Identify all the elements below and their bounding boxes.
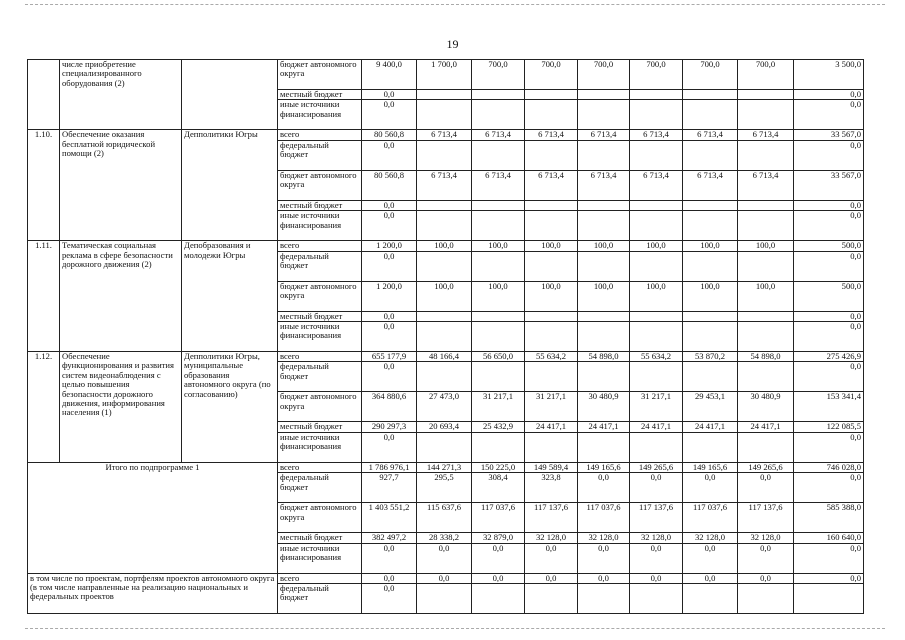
- cell-value: 48 166,4: [417, 352, 472, 362]
- cell-value: 0,0: [738, 573, 794, 583]
- cell-value: 32 128,0: [683, 533, 738, 543]
- cell-period-total: 585 388,0: [794, 503, 864, 533]
- item-number: 1.10.: [28, 130, 60, 241]
- cell-value: [417, 90, 472, 100]
- cell-value: 0,0: [472, 543, 525, 573]
- scan-bottom-edge: [25, 628, 885, 629]
- cell-value: 0,0: [362, 251, 417, 281]
- cell-value: 55 634,2: [525, 352, 578, 362]
- cell-value: 100,0: [525, 241, 578, 251]
- cell-period-total: 500,0: [794, 241, 864, 251]
- cell-value: [738, 311, 794, 321]
- cell-value: [630, 311, 683, 321]
- cell-value: 100,0: [683, 281, 738, 311]
- cell-value: 117 137,6: [525, 503, 578, 533]
- cell-value: 0,0: [362, 140, 417, 170]
- cell-value: [472, 311, 525, 321]
- cell-value: [578, 200, 630, 210]
- cell-value: [525, 322, 578, 352]
- cell-value: 29 453,1: [683, 392, 738, 422]
- cell-value: [630, 322, 683, 352]
- cell-value: [683, 362, 738, 392]
- cell-value: [472, 322, 525, 352]
- cell-period-total: 0,0: [794, 251, 864, 281]
- cell-value: [417, 140, 472, 170]
- item-title: Обеспечение функционирования и развития систем видеонаблюдения с целью повышения безопасности дорожного движения, информирования населения (1): [60, 352, 182, 463]
- cell-value: 0,0: [578, 573, 630, 583]
- cell-value: [472, 362, 525, 392]
- cell-value: [578, 311, 630, 321]
- cell-value: [578, 584, 630, 614]
- cell-value: [738, 322, 794, 352]
- funding-source: бюджет автономного округа: [278, 503, 362, 533]
- item-title: числе приобретение специализированного оборудования (2): [60, 60, 182, 130]
- table-row: [28, 241, 864, 251]
- cell-value: 54 898,0: [738, 352, 794, 362]
- cell-value: 32 879,0: [472, 533, 525, 543]
- cell-value: 927,7: [362, 473, 417, 503]
- cell-value: 53 870,2: [683, 352, 738, 362]
- cell-value: 100,0: [683, 241, 738, 251]
- cell-value: [738, 211, 794, 241]
- cell-value: 100,0: [578, 281, 630, 311]
- cell-value: 382 497,2: [362, 533, 417, 543]
- cell-value: 1 200,0: [362, 241, 417, 251]
- cell-value: [525, 211, 578, 241]
- cell-value: [578, 432, 630, 462]
- cell-value: [578, 251, 630, 281]
- item-number: 1.12.: [28, 352, 60, 463]
- cell-value: 100,0: [630, 281, 683, 311]
- cell-value: 100,0: [417, 281, 472, 311]
- cell-value: 6 713,4: [683, 130, 738, 140]
- funding-source: местный бюджет: [278, 200, 362, 210]
- item-title: Обеспечение оказания бесплатной юридической помощи (2): [60, 130, 182, 241]
- cell-value: [525, 362, 578, 392]
- cell-period-total: 0,0: [794, 573, 864, 583]
- cell-value: 55 634,2: [630, 352, 683, 362]
- cell-value: 149 165,6: [683, 462, 738, 472]
- cell-value: 0,0: [362, 100, 417, 130]
- cell-value: [525, 90, 578, 100]
- cell-value: 9 400,0: [362, 60, 417, 90]
- cell-period-total: 0,0: [794, 432, 864, 462]
- cell-period-total: 0,0: [794, 322, 864, 352]
- cell-value: [630, 432, 683, 462]
- item-executor: Депобразования и молодежи Югры: [182, 241, 278, 352]
- cell-value: [630, 140, 683, 170]
- cell-value: 364 880,6: [362, 392, 417, 422]
- cell-value: 149 589,4: [525, 462, 578, 472]
- cell-value: 655 177,9: [362, 352, 417, 362]
- item-executor: [182, 60, 278, 130]
- cell-value: [683, 211, 738, 241]
- cell-value: 117 137,6: [738, 503, 794, 533]
- cell-value: 295,5: [417, 473, 472, 503]
- cell-value: [630, 100, 683, 130]
- cell-value: [683, 200, 738, 210]
- funding-source: всего: [278, 241, 362, 251]
- funding-source: местный бюджет: [278, 311, 362, 321]
- cell-value: [417, 251, 472, 281]
- funding-source: бюджет автономного округа: [278, 60, 362, 90]
- cell-value: 0,0: [362, 311, 417, 321]
- cell-value: 6 713,4: [738, 170, 794, 200]
- cell-value: 100,0: [472, 241, 525, 251]
- cell-value: 6 713,4: [630, 170, 683, 200]
- cell-value: [683, 251, 738, 281]
- cell-period-total: 0,0: [794, 211, 864, 241]
- cell-value: [630, 211, 683, 241]
- cell-period-total: 0,0: [794, 140, 864, 170]
- cell-value: 0,0: [362, 543, 417, 573]
- table-row: [28, 60, 864, 90]
- table-row: [28, 352, 864, 362]
- item-number: [28, 60, 60, 130]
- cell-value: [738, 362, 794, 392]
- cell-value: 100,0: [738, 241, 794, 251]
- cell-period-total: 3 500,0: [794, 60, 864, 90]
- cell-value: [683, 140, 738, 170]
- scan-top-edge: [25, 4, 885, 5]
- cell-value: 24 417,1: [738, 422, 794, 432]
- cell-value: [630, 362, 683, 392]
- cell-value: 0,0: [362, 90, 417, 100]
- cell-value: [578, 362, 630, 392]
- cell-value: 0,0: [362, 584, 417, 614]
- cell-value: [472, 140, 525, 170]
- funding-source: бюджет автономного округа: [278, 392, 362, 422]
- projects-label: в том числе по проектам, портфелям проектов автономного округа (в том числе направленные на реализацию национальных и федеральных проектов: [28, 573, 278, 613]
- cell-value: [578, 211, 630, 241]
- cell-value: [472, 100, 525, 130]
- cell-value: 1 786 976,1: [362, 462, 417, 472]
- cell-value: 100,0: [738, 281, 794, 311]
- funding-source: местный бюджет: [278, 422, 362, 432]
- cell-value: 117 137,6: [630, 503, 683, 533]
- cell-value: 32 128,0: [630, 533, 683, 543]
- cell-value: [738, 100, 794, 130]
- cell-value: [525, 251, 578, 281]
- cell-value: 6 713,4: [578, 170, 630, 200]
- cell-period-total: 0,0: [794, 90, 864, 100]
- cell-value: 149 265,6: [738, 462, 794, 472]
- cell-value: 6 713,4: [525, 130, 578, 140]
- cell-value: 0,0: [417, 543, 472, 573]
- cell-value: [738, 200, 794, 210]
- cell-value: 100,0: [630, 241, 683, 251]
- cell-value: [525, 200, 578, 210]
- cell-value: 0,0: [578, 473, 630, 503]
- cell-value: 0,0: [738, 543, 794, 573]
- cell-value: 32 128,0: [578, 533, 630, 543]
- cell-value: 0,0: [417, 573, 472, 583]
- cell-value: [630, 584, 683, 614]
- funding-source: местный бюджет: [278, 533, 362, 543]
- cell-value: [417, 322, 472, 352]
- cell-value: 100,0: [525, 281, 578, 311]
- cell-value: 32 128,0: [525, 533, 578, 543]
- funding-source: всего: [278, 352, 362, 362]
- cell-value: 115 637,6: [417, 503, 472, 533]
- cell-value: 700,0: [683, 60, 738, 90]
- cell-value: [417, 584, 472, 614]
- cell-value: 144 271,3: [417, 462, 472, 472]
- cell-value: [472, 251, 525, 281]
- cell-value: 0,0: [362, 211, 417, 241]
- cell-value: [472, 432, 525, 462]
- cell-value: [630, 90, 683, 100]
- subprogram-total-label: Итого по подпрограмме 1: [28, 462, 278, 573]
- funding-source: бюджет автономного округа: [278, 170, 362, 200]
- page-number: 19: [446, 37, 459, 51]
- cell-period-total: 500,0: [794, 281, 864, 311]
- cell-period-total: 275 426,9: [794, 352, 864, 362]
- funding-source: иные источники финансирования: [278, 322, 362, 352]
- cell-value: 6 713,4: [417, 130, 472, 140]
- cell-period-total: 0,0: [794, 473, 864, 503]
- cell-value: [417, 200, 472, 210]
- cell-value: [738, 251, 794, 281]
- cell-value: 6 713,4: [738, 130, 794, 140]
- cell-value: 6 713,4: [472, 130, 525, 140]
- cell-value: [417, 100, 472, 130]
- cell-value: 1 403 551,2: [362, 503, 417, 533]
- cell-value: 700,0: [578, 60, 630, 90]
- cell-value: 0,0: [525, 543, 578, 573]
- cell-value: 24 417,1: [578, 422, 630, 432]
- cell-value: 31 217,1: [630, 392, 683, 422]
- funding-source: всего: [278, 462, 362, 472]
- cell-value: 24 417,1: [630, 422, 683, 432]
- funding-source: всего: [278, 573, 362, 583]
- cell-value: [683, 100, 738, 130]
- cell-value: 0,0: [472, 573, 525, 583]
- cell-value: [738, 584, 794, 614]
- cell-period-total: [794, 584, 864, 614]
- funding-source: иные источники финансирования: [278, 100, 362, 130]
- funding-source: федеральный бюджет: [278, 251, 362, 281]
- cell-value: [417, 311, 472, 321]
- cell-value: 0,0: [630, 543, 683, 573]
- cell-value: 0,0: [578, 543, 630, 573]
- cell-value: [417, 211, 472, 241]
- cell-value: 700,0: [738, 60, 794, 90]
- cell-value: [417, 362, 472, 392]
- budget-table-body: [28, 60, 864, 614]
- cell-period-total: 746 028,0: [794, 462, 864, 472]
- cell-value: [683, 432, 738, 462]
- cell-value: [525, 311, 578, 321]
- cell-value: [683, 584, 738, 614]
- cell-value: [683, 311, 738, 321]
- cell-value: 0,0: [362, 362, 417, 392]
- cell-period-total: 33 567,0: [794, 130, 864, 140]
- cell-value: 0,0: [683, 473, 738, 503]
- cell-value: [578, 90, 630, 100]
- cell-value: [525, 432, 578, 462]
- cell-value: 700,0: [525, 60, 578, 90]
- cell-value: 0,0: [738, 473, 794, 503]
- funding-source: местный бюджет: [278, 90, 362, 100]
- cell-period-total: 0,0: [794, 311, 864, 321]
- budget-table: [27, 59, 864, 614]
- cell-value: [417, 432, 472, 462]
- cell-value: 6 713,4: [578, 130, 630, 140]
- cell-value: 0,0: [525, 573, 578, 583]
- table-row: [28, 462, 864, 472]
- cell-value: 0,0: [683, 543, 738, 573]
- cell-value: [738, 432, 794, 462]
- cell-value: 150 225,0: [472, 462, 525, 472]
- cell-value: 28 338,2: [417, 533, 472, 543]
- funding-source: иные источники финансирования: [278, 432, 362, 462]
- cell-value: 0,0: [362, 200, 417, 210]
- cell-value: [525, 140, 578, 170]
- cell-value: [630, 200, 683, 210]
- cell-value: 80 560,8: [362, 170, 417, 200]
- cell-value: 700,0: [472, 60, 525, 90]
- cell-value: 0,0: [683, 573, 738, 583]
- cell-value: [472, 90, 525, 100]
- cell-period-total: 160 640,0: [794, 533, 864, 543]
- funding-source: федеральный бюджет: [278, 362, 362, 392]
- cell-value: 117 037,6: [472, 503, 525, 533]
- cell-value: [525, 100, 578, 130]
- cell-value: 100,0: [417, 241, 472, 251]
- cell-value: 700,0: [630, 60, 683, 90]
- cell-period-total: 0,0: [794, 200, 864, 210]
- cell-value: 6 713,4: [630, 130, 683, 140]
- cell-value: 308,4: [472, 473, 525, 503]
- cell-value: [683, 322, 738, 352]
- cell-value: [578, 140, 630, 170]
- cell-period-total: 122 085,5: [794, 422, 864, 432]
- cell-value: 54 898,0: [578, 352, 630, 362]
- cell-value: 6 713,4: [683, 170, 738, 200]
- cell-value: [578, 322, 630, 352]
- cell-period-total: 0,0: [794, 362, 864, 392]
- cell-value: 20 693,4: [417, 422, 472, 432]
- funding-source: иные источники финансирования: [278, 211, 362, 241]
- item-executor: Депполитики Югры, муниципальные образования автономного округа (по согласованию): [182, 352, 278, 463]
- cell-period-total: 0,0: [794, 100, 864, 130]
- table-row: [28, 573, 864, 583]
- funding-source: федеральный бюджет: [278, 140, 362, 170]
- cell-value: [738, 90, 794, 100]
- item-number: 1.11.: [28, 241, 60, 352]
- cell-value: [472, 200, 525, 210]
- funding-source: иные источники финансирования: [278, 543, 362, 573]
- cell-value: 25 432,9: [472, 422, 525, 432]
- cell-value: 6 713,4: [525, 170, 578, 200]
- cell-value: 149 265,6: [630, 462, 683, 472]
- cell-value: 30 480,9: [738, 392, 794, 422]
- cell-value: [472, 211, 525, 241]
- cell-value: 149 165,6: [578, 462, 630, 472]
- cell-value: [738, 140, 794, 170]
- cell-value: 290 297,3: [362, 422, 417, 432]
- cell-value: 100,0: [472, 281, 525, 311]
- table-row: [28, 130, 864, 140]
- funding-source: бюджет автономного округа: [278, 281, 362, 311]
- funding-source: всего: [278, 130, 362, 140]
- cell-value: 30 480,9: [578, 392, 630, 422]
- cell-value: 0,0: [630, 573, 683, 583]
- cell-period-total: 33 567,0: [794, 170, 864, 200]
- cell-value: 31 217,1: [472, 392, 525, 422]
- cell-value: 100,0: [578, 241, 630, 251]
- cell-value: [683, 90, 738, 100]
- cell-value: 80 560,8: [362, 130, 417, 140]
- cell-value: 1 700,0: [417, 60, 472, 90]
- cell-value: 24 417,1: [525, 422, 578, 432]
- cell-value: 24 417,1: [683, 422, 738, 432]
- cell-value: 27 473,0: [417, 392, 472, 422]
- cell-value: 0,0: [362, 573, 417, 583]
- cell-value: 6 713,4: [472, 170, 525, 200]
- cell-value: 1 200,0: [362, 281, 417, 311]
- cell-value: [525, 584, 578, 614]
- cell-value: 32 128,0: [738, 533, 794, 543]
- cell-value: [630, 251, 683, 281]
- cell-value: [472, 584, 525, 614]
- funding-source: федеральный бюджет: [278, 473, 362, 503]
- item-executor: Депполитики Югры: [182, 130, 278, 241]
- funding-source: федеральный бюджет: [278, 584, 362, 614]
- item-title: Тематическая социальная реклама в сфере безопасности дорожного движения (2): [60, 241, 182, 352]
- cell-value: 31 217,1: [525, 392, 578, 422]
- cell-value: 56 650,0: [472, 352, 525, 362]
- cell-period-total: 0,0: [794, 543, 864, 573]
- cell-value: 6 713,4: [417, 170, 472, 200]
- cell-value: 0,0: [630, 473, 683, 503]
- cell-value: [578, 100, 630, 130]
- cell-value: 0,0: [362, 322, 417, 352]
- cell-value: 323,8: [525, 473, 578, 503]
- cell-period-total: 153 341,4: [794, 392, 864, 422]
- cell-value: 117 037,6: [578, 503, 630, 533]
- cell-value: 0,0: [362, 432, 417, 462]
- cell-value: 117 037,6: [683, 503, 738, 533]
